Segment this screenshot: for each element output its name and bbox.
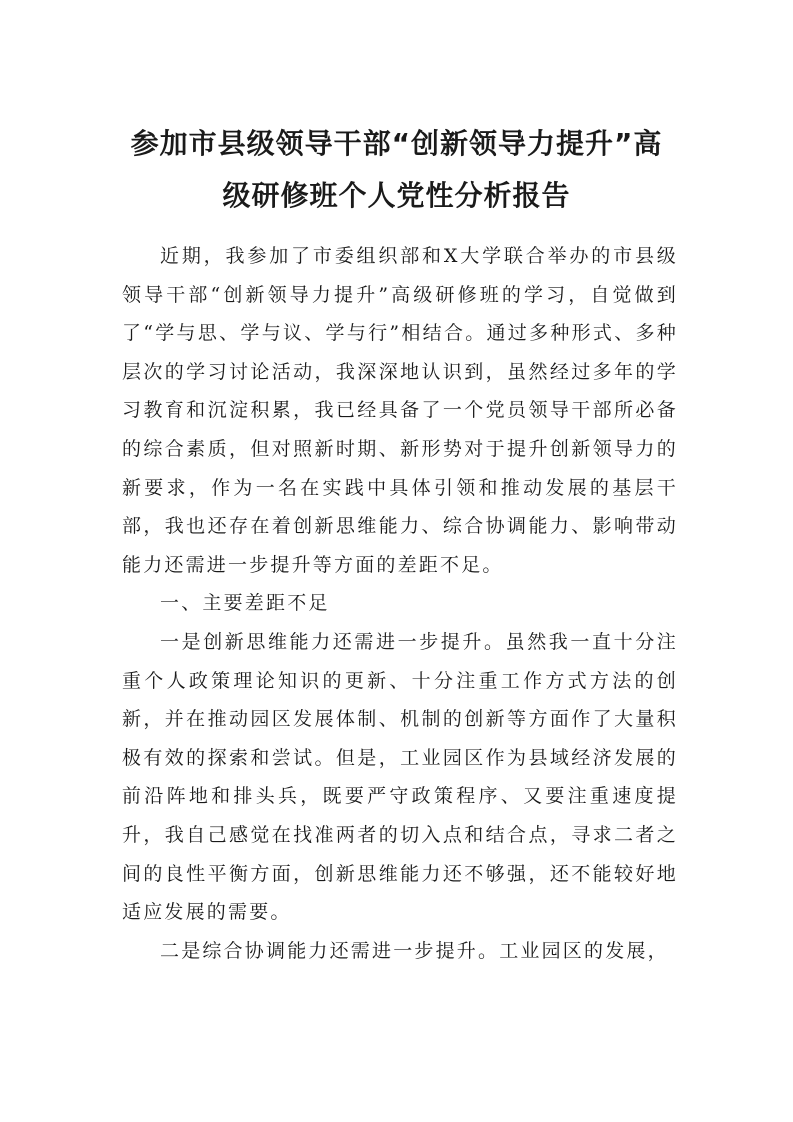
document-title (110, 118, 683, 222)
paragraph-point-2: 二是综合协调能力还需进一步提升。工业园区的发展， (160, 939, 669, 962)
paragraph-intro: 近期，我参加了市委组织部和X大学联合举办的市县级领导干部“创新领导力提升”高级研修班的学习，自觉做到了“学与思、学与议、学与行”相结合。通过多种形式、多种层次的学习讨论活动，我深深地认识到，虽然经过多年的学习教育和沉淀积累，我已经具备了一个党员领导干部所必备的综合素质，但对照新时期、新形势对于提升创新领导力的新要求，作为一名在实践中具体引领和推动发展的基层干部，我也还存在着创新思维能力、综合协调能力、影响带动能力还需进一步提升等方面的差距不足。 (122, 245, 678, 576)
paragraph-point-1: 一是创新思维能力还需进一步提升。虽然我一直十分注重个人政策理论知识的更新、十分注重工作方式方法的创新，并在推动园区发展体制、机制的创新等方面作了大量积极有效的探索和尝试。但是，工业园区作为县域经济发展的前沿阵地和排头兵，既要严守政策程序、又要注重速度提升，我自己感觉在找准两者的切入点和结合点，寻求二者之间的良性平衡方面，创新思维能力还不够强，还不能较好地适应发展的需要。 (122, 630, 678, 924)
title-line-1: 参加市县级领导干部“创新领导力提升”高 (130, 127, 663, 160)
title-line-2: 级研修班个人党性分析报告 (222, 179, 571, 212)
document-body (122, 237, 678, 970)
section-heading: 一、主要差距不足 (160, 592, 330, 615)
